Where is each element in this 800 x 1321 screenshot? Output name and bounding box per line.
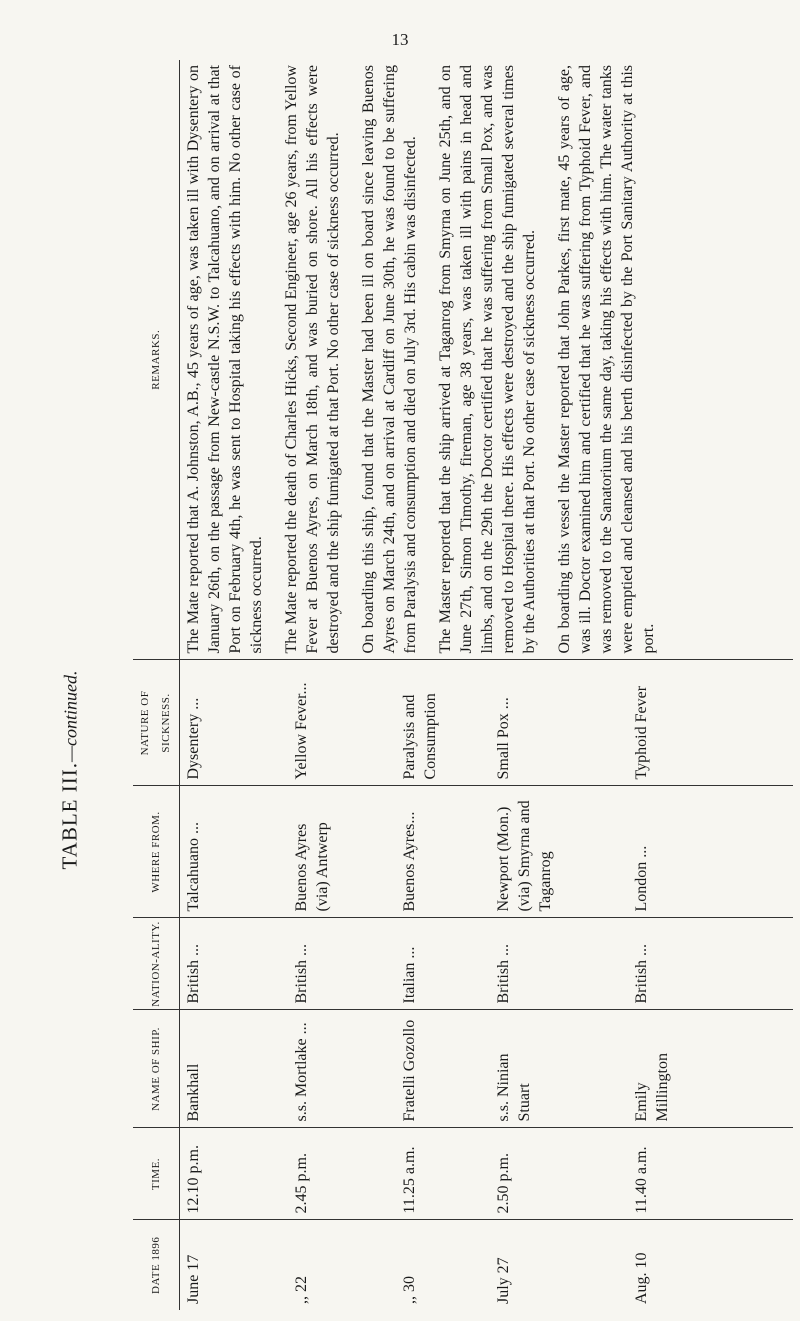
- ship-column: [180, 1010, 794, 1128]
- where-from-cell: London ...: [633, 845, 650, 912]
- remark-paragraph: The Master reported that the ship arrived at Taganrog from Smyrna on June 25th, and on June 27th, Simon Timothy, fireman, age 38 years, was taken ill with pains in head and limbs, and on the 29th the Doctor certified that he was suffering from Small Pox, and was removed to Hospital there. His effects were destroyed and the ship fumigated several times by the Authorities at that Port. No other case of sickness occurred.: [437, 65, 538, 654]
- where-from-cell: Buenos Ayres...: [401, 811, 418, 912]
- time-cell: 11.40 a.m.: [633, 1146, 650, 1214]
- table-title-text: TABLE III.: [57, 762, 82, 870]
- remark-paragraph: On boarding this ship, found that the Master had been ill on board since leaving Buenos Ayres on March 24th, and on arrival at Cardiff on June 30th, he was found to be suffering from Paralysis and consumption and died on July 3rd. His cabin was disinfected.: [360, 65, 419, 654]
- table-container: [133, 60, 793, 1310]
- time-cell: 11.25 a.m.: [401, 1146, 418, 1214]
- header-time: TIME.: [133, 1128, 180, 1220]
- time-column: [180, 1128, 794, 1220]
- sickness-cell: Small Pox ...: [495, 697, 512, 780]
- ship-cell: s.s. Mortlake ...: [293, 1022, 310, 1122]
- header-where-from: WHERE FROM.: [133, 786, 180, 918]
- ship-cell: Fratelli Gozollo: [401, 1019, 418, 1122]
- date-column: [180, 1220, 794, 1310]
- date-cell: ,, 22: [293, 1276, 310, 1304]
- nationality-cell: British ...: [293, 943, 310, 1004]
- where-from-cell: Newport (Mon.) (via) Smyrna and Taganrog: [495, 800, 554, 912]
- ship-cell: Bankhall: [185, 1063, 202, 1122]
- header-remarks: REMARKS.: [133, 60, 180, 660]
- page-number: 13: [391, 30, 409, 49]
- remarks-column: [180, 60, 794, 660]
- where-from-cell: Buenos Ayres (via) Antwerp: [293, 822, 331, 912]
- header-nationality: NATION-ALITY.: [133, 918, 180, 1010]
- where-from-column: [180, 786, 794, 918]
- sickness-table: [133, 60, 793, 1310]
- sickness-cell: Paralysis and Consumption: [401, 693, 439, 780]
- date-cell: Aug. 10: [633, 1252, 650, 1304]
- date-cell: July 27: [495, 1257, 512, 1304]
- sickness-cell: Dysentery ...: [185, 697, 202, 780]
- header-date: DATE 1896: [133, 1220, 180, 1310]
- date-cell: ,, 30: [401, 1276, 418, 1304]
- time-cell: 12.10 p.m.: [185, 1145, 202, 1214]
- nationality-cell: Italian ...: [401, 946, 418, 1004]
- nationality-cell: British ...: [185, 943, 202, 1004]
- header-ship: NAME OF SHIP.: [133, 1010, 180, 1128]
- remark-paragraph: On boarding this vessel the Master reported that John Parkes, first mate, 45 years of age, was ill. Doctor examined him and certified that he was suffering from Typhoid Fever, and was removed to the Sanatorium the same day, taking his effects with him. The water tanks were emptied and cleansed and his berth disinfected by the Port Sanitary Authority at this port.: [556, 65, 657, 654]
- table-title-suffix: —continued.: [60, 670, 81, 763]
- ship-cell: s.s. Ninian Stuart: [495, 1053, 533, 1122]
- header-sickness: NATURE OF SICKNESS.: [133, 660, 180, 786]
- sickness-cell: Typhoid Fever: [633, 685, 650, 780]
- ship-cell: Emily Millington: [633, 1053, 671, 1122]
- remark-paragraph: The Mate reported the death of Charles Hicks, Second Engineer, age 26 years, from Yellow Fever at Buenos Ayres, on March 18th, and was buried on shore. All his effects were destroyed and the ship fumigated at that Port. No other case of sickness occurred.: [283, 65, 342, 654]
- where-from-cell: Talcahuano ...: [185, 821, 202, 912]
- nationality-cell: British ...: [495, 943, 512, 1004]
- time-cell: 2.45 p.m.: [293, 1153, 310, 1214]
- nationality-column: [180, 918, 794, 1010]
- sickness-cell: Yellow Fever...: [293, 682, 310, 780]
- time-cell: 2.50 p.m.: [495, 1153, 512, 1214]
- date-cell: June 17: [185, 1254, 202, 1304]
- sickness-column: [180, 660, 794, 786]
- nationality-cell: British ...: [633, 943, 650, 1004]
- remark-paragraph: The Mate reported that A. Johnston, A.B., 45 years of age, was taken ill with Dysentery on January 26th, on the passage from New-castle N.S.W. to Talcahuano, and on arrival at that Port on February 4th, he was sent to Hospital taking his effects with him. No other case of sickness occurred.: [185, 65, 265, 654]
